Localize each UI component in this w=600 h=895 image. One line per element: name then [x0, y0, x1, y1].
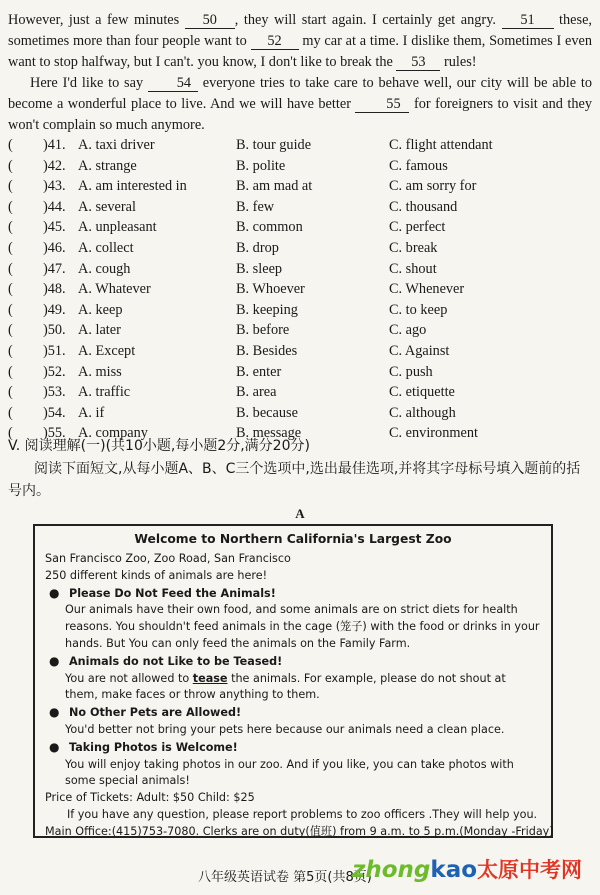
- choice-b: B. few: [236, 198, 275, 215]
- choice-c: C. although: [389, 404, 456, 421]
- choice-a: A. if: [78, 404, 105, 421]
- choice-a: A. cough: [78, 260, 131, 277]
- choice-b: B. before: [236, 322, 290, 339]
- answer-bracket[interactable]: (: [8, 239, 13, 256]
- choice-c: C. push: [389, 363, 433, 380]
- site-watermark: [352, 854, 582, 884]
- choice-a: A. unpleasant: [78, 219, 157, 236]
- answer-bracket[interactable]: (: [8, 157, 13, 174]
- passage-text: everyone tries to take care to behave well, our city will be able to become a wonderful place to live. And we will have better: [8, 75, 592, 112]
- choice-b: B. common: [236, 219, 303, 236]
- rule-1-body: Our animals have their own food, and some animals are on strict diets for health reasons. You shouldn't feed animals in the cage (笼子) with the food or drinks in your hands. But You can only feed the animals on the Family Farm.: [65, 603, 540, 650]
- rule-2-body: [45, 671, 541, 705]
- question-number: )50.: [43, 322, 66, 339]
- bullet-icon: ●: [49, 705, 60, 720]
- passage-text: However, just a few minutes: [8, 12, 180, 28]
- option-row-51: [8, 341, 596, 362]
- rule-4-heading: [45, 739, 541, 757]
- question-number: )53.: [43, 384, 66, 401]
- choice-c: C. to keep: [389, 301, 448, 318]
- choice-a: A. Except: [78, 342, 136, 359]
- passage-text: , they will start again. I certainly get angry.: [234, 12, 496, 28]
- ticket-prices: Price of Tickets: Adult: $50 Child: $25: [45, 791, 255, 805]
- passage-text: Here I'd like to say: [30, 75, 144, 91]
- answer-bracket[interactable]: (: [8, 260, 13, 277]
- rule-3-title: No Other Pets are Allowed!: [69, 706, 242, 720]
- choice-a: A. keep: [78, 301, 123, 318]
- question-number: )45.: [43, 219, 66, 236]
- choice-b: B. because: [236, 404, 298, 421]
- blank-51: 51: [502, 13, 554, 29]
- blank-53: 53: [396, 55, 440, 71]
- rule-3-body: You'd better not bring your pets here because our animals need a clean place.: [65, 722, 505, 736]
- answer-bracket[interactable]: (: [8, 219, 13, 236]
- options-list: [8, 135, 596, 444]
- watermark-cn: 太原中考网: [477, 858, 583, 882]
- choice-c: C. famous: [389, 157, 448, 174]
- answer-bracket[interactable]: (: [8, 301, 13, 318]
- choice-b: B. polite: [236, 157, 286, 174]
- choice-a: A. miss: [78, 363, 122, 380]
- option-row-41: [8, 135, 596, 156]
- blank-55: 55: [355, 97, 409, 113]
- rule-4-title: Taking Photos is Welcome!: [69, 740, 238, 754]
- passage-paragraph-1: [8, 10, 592, 73]
- rule-1-heading: [45, 585, 541, 603]
- choice-a: A. strange: [78, 157, 137, 174]
- cloze-passage: [8, 10, 592, 136]
- question-number: )55.: [43, 425, 66, 442]
- choice-c: C. ago: [389, 322, 427, 339]
- section-instructions: 阅读下面短文,从每小题A、B、C三个选项中,选出最佳选项,并将其字母标号填入题前的括号内。: [8, 461, 581, 499]
- answer-bracket[interactable]: (: [8, 281, 13, 298]
- choice-b: B. message: [236, 425, 302, 442]
- question-number: )42.: [43, 157, 66, 174]
- choice-b: B. sleep: [236, 260, 283, 277]
- option-row-45: [8, 217, 596, 238]
- bullet-icon: ●: [49, 653, 60, 668]
- choice-c: C. perfect: [389, 219, 446, 236]
- rule-4-body: You will enjoy taking photos in our zoo. And if you like, you can take photos with some special animals!: [65, 757, 514, 788]
- choice-c: C. thousand: [389, 198, 458, 215]
- option-row-54: [8, 403, 596, 424]
- choice-a: A. several: [78, 198, 136, 215]
- question-number: )49.: [43, 301, 66, 318]
- choice-b: B. am mad at: [236, 178, 313, 195]
- option-row-46: [8, 238, 596, 259]
- passage-text: for foreigners to visit and they won't complain so much anymore.: [8, 96, 592, 133]
- blank-52: 52: [251, 34, 299, 50]
- question-number: )43.: [43, 178, 66, 195]
- question-number: )52.: [43, 363, 66, 380]
- watermark-zhong: zhong: [352, 857, 431, 883]
- passage-text: my car at a time. I dislike them, Sometimes I even want to stop halfway, but I can't. you know, I don't like to break the: [8, 33, 592, 70]
- choice-c: C. flight attendant: [389, 137, 493, 153]
- choice-c: C. etiquette: [389, 384, 455, 401]
- option-row-42: [8, 156, 596, 177]
- passage-text: these, sometimes more than four people want to: [8, 12, 592, 49]
- notice-help: If you have any question, please report problems to zoo officers .They will help you.: [67, 807, 538, 821]
- option-row-49: [8, 300, 596, 321]
- choice-c: C. Against: [389, 342, 450, 359]
- answer-bracket[interactable]: (: [8, 137, 13, 153]
- bullet-icon: ●: [49, 585, 60, 600]
- rule-2-text: the animals. For example, please do not shout at them, make faces or throw anything to them.: [65, 671, 506, 702]
- option-row-52: [8, 362, 596, 383]
- question-number: )54.: [43, 404, 66, 421]
- choice-a: A. traffic: [78, 384, 131, 401]
- blank-50: 50: [185, 13, 235, 29]
- choice-a: A. later: [78, 322, 121, 339]
- answer-bracket[interactable]: (: [8, 178, 13, 195]
- choice-c: C. Whenever: [389, 281, 465, 298]
- notice-address: San Francisco Zoo, Zoo Road, San Francisco: [45, 552, 291, 565]
- choice-a: A. taxi driver: [78, 137, 155, 153]
- watermark-kao: kao: [430, 857, 478, 883]
- choice-b: B. drop: [236, 239, 279, 256]
- answer-bracket[interactable]: (: [8, 198, 13, 215]
- rule-1-title: Please Do Not Feed the Animals!: [69, 586, 276, 600]
- bullet-icon: ●: [49, 739, 60, 754]
- section-heading: V. 阅读理解(一)(共10小题,每小题2分,满分20分): [8, 438, 310, 454]
- choice-b: B. enter: [236, 363, 282, 380]
- choice-b: B. Whoever: [236, 281, 305, 298]
- question-number: )41.: [43, 137, 66, 153]
- passage-paragraph-2: [8, 73, 592, 136]
- question-number: )44.: [43, 198, 66, 215]
- choice-a: A. collect: [78, 239, 134, 256]
- option-row-50: [8, 320, 596, 341]
- keyword-tease: tease: [192, 671, 228, 685]
- option-row-47: [8, 259, 596, 280]
- choice-b: B. area: [236, 384, 277, 401]
- passage-text: rules!: [444, 54, 477, 70]
- choice-b: B. Besides: [236, 342, 298, 359]
- rule-3-heading: [45, 704, 541, 722]
- notice-title: Welcome to Northern California's Largest Zoo: [134, 532, 452, 546]
- option-row-43: [8, 176, 596, 197]
- rule-2-title: Animals do not Like to be Teased!: [69, 654, 283, 668]
- answer-bracket[interactable]: (: [8, 363, 13, 380]
- choice-c: C. am sorry for: [389, 178, 477, 195]
- question-number: )46.: [43, 239, 66, 256]
- option-row-53: [8, 382, 596, 403]
- main-office: Main Office:(415)753-7080. Clerks are on duty(值班) from 9 a.m. to 5 p.m.(Monday -Friday): [45, 824, 554, 838]
- rule-2-heading: [45, 653, 541, 671]
- answer-bracket[interactable]: (: [8, 384, 13, 401]
- choice-b: B. tour guide: [236, 137, 312, 153]
- question-number: )51.: [43, 342, 66, 359]
- option-row-48: [8, 279, 596, 300]
- choice-b: B. keeping: [236, 301, 298, 318]
- choice-c: C. shout: [389, 260, 437, 277]
- zoo-notice: [33, 524, 553, 838]
- rule-2-text: You are not allowed to: [65, 671, 190, 685]
- passage-label: A: [295, 506, 305, 521]
- question-number: )47.: [43, 260, 66, 277]
- option-row-44: [8, 197, 596, 218]
- answer-bracket[interactable]: (: [8, 342, 13, 359]
- choice-c: C. environment: [389, 425, 478, 442]
- choice-c: C. break: [389, 239, 438, 256]
- question-number: )48.: [43, 281, 66, 298]
- blank-54: 54: [148, 76, 198, 92]
- answer-bracket[interactable]: (: [8, 425, 13, 442]
- page-number: 八年级英语试卷 第5页(共8页): [198, 870, 372, 885]
- answer-bracket[interactable]: (: [8, 322, 13, 339]
- choice-a: A. am interested in: [78, 178, 187, 195]
- answer-bracket[interactable]: (: [8, 404, 13, 421]
- notice-animals: 250 different kinds of animals are here!: [45, 568, 268, 582]
- choice-a: A. company: [78, 425, 148, 442]
- choice-a: A. Whatever: [78, 281, 151, 298]
